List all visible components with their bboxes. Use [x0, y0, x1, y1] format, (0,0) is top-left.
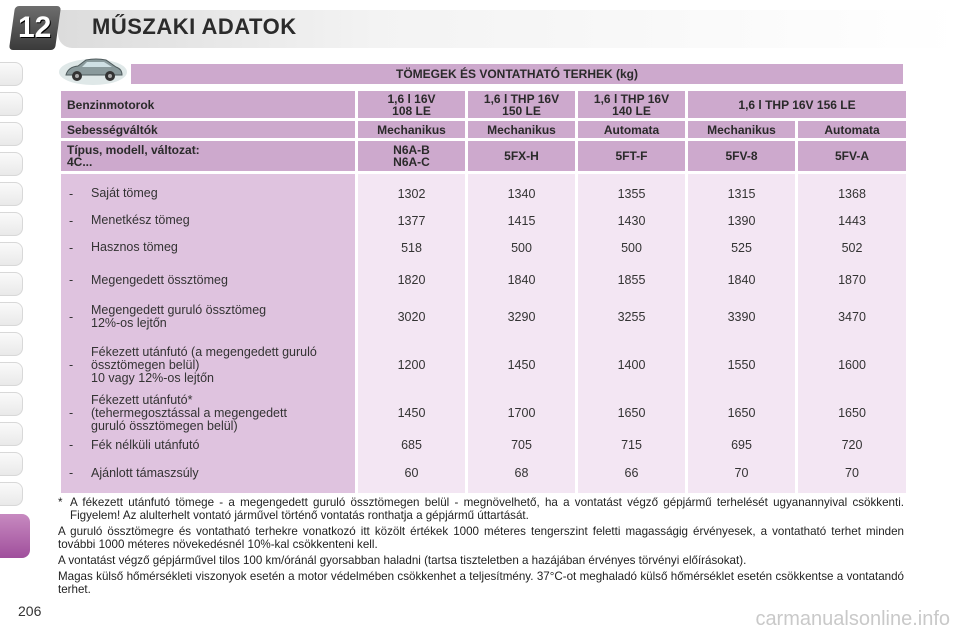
chapter-tab[interactable]: [0, 482, 23, 506]
value-cell: 1315: [727, 186, 756, 201]
value-cell: 3255: [617, 310, 646, 324]
gearbox-header: Automata: [798, 121, 906, 138]
row-label: [69, 261, 347, 299]
row-label: [69, 207, 347, 234]
page-title: MŰSZAKI ADATOK: [92, 14, 297, 39]
row-label-text: [91, 187, 347, 200]
value-cell: 68: [514, 466, 529, 480]
row-label-line: Megengedett guruló össztömeg: [91, 303, 267, 317]
value-cell: 1368: [838, 186, 866, 201]
row-dash: -: [69, 186, 74, 201]
car-icon: [58, 55, 128, 85]
type-header: 5FX-H: [468, 141, 575, 171]
row-label-line: Fék nélküli utánfutó: [91, 437, 200, 452]
row-label-text: [91, 241, 347, 254]
value-cell: 66: [624, 466, 639, 480]
row-labels-column: [61, 174, 355, 493]
row-label: [69, 234, 347, 261]
type-header: 5FT-F: [578, 141, 685, 171]
value-cell: 60: [404, 466, 419, 480]
note-paragraph: Magas külső hőmérsékleti viszonyok esetén a motor védelmében csökkenhet a teljesítmény. 37°C-ot meghaladó külső hőmérséklet esetén csökkentse a vontatandó terhet.: [58, 570, 904, 596]
value-cell: 3390: [727, 310, 756, 324]
row-label: [69, 335, 347, 395]
chapter-tab[interactable]: [0, 152, 23, 176]
chapter-number: 12: [18, 11, 52, 44]
value-cell: 1355: [617, 186, 646, 201]
row-label-line: Ajánlott támaszsúly: [91, 465, 199, 480]
footnote-mark: *: [58, 496, 63, 509]
row-dash: -: [69, 273, 74, 287]
chapter-tab[interactable]: [0, 122, 23, 146]
row-label-line: Fékezett utánfutó*: [91, 392, 193, 407]
value-cell: 1415: [507, 213, 536, 228]
value-cell: 1550: [727, 358, 756, 372]
row-label: [69, 299, 347, 335]
value-cell: 705: [511, 438, 532, 452]
chapter-tab[interactable]: [0, 452, 23, 476]
gearbox-header: Mechanikus: [358, 121, 465, 138]
value-cell: 1650: [727, 406, 756, 420]
row-dash: -: [69, 438, 74, 452]
value-cell: 1377: [397, 213, 426, 228]
row-label-text: [91, 214, 347, 227]
value-cell: 685: [401, 438, 422, 452]
value-cell: 500: [511, 240, 532, 255]
value-cell: 1820: [397, 273, 426, 287]
values-column: [688, 174, 795, 493]
value-cell: 1340: [507, 186, 536, 201]
row-label-text: [91, 346, 347, 385]
row-dash: -: [69, 310, 74, 324]
chapter-badge: [9, 6, 61, 50]
value-cell: 1430: [617, 213, 646, 228]
chapter-tab[interactable]: [0, 392, 23, 416]
engine-header: 1,6 l 16V 108 LE: [358, 91, 465, 118]
chapter-tab[interactable]: [0, 332, 23, 356]
values-column: [578, 174, 685, 493]
gearbox-header: Mechanikus: [468, 121, 575, 138]
page-number: 206: [18, 603, 42, 619]
gearbox-label: Sebességváltók: [61, 121, 355, 138]
value-cell: 1840: [727, 273, 756, 287]
gearbox-header: Mechanikus: [688, 121, 795, 138]
row-label: [69, 180, 347, 207]
gearbox-row: [61, 121, 906, 138]
row-label-line: 12%-os lejtőn: [91, 316, 167, 330]
row-label-line: guruló össztömegen belül): [91, 418, 238, 433]
engine-header: 1,6 l THP 16V 140 LE: [578, 91, 685, 118]
row-dash: -: [69, 406, 74, 420]
value-cell: 502: [841, 240, 863, 255]
engine-row: [61, 91, 906, 118]
values-row: [61, 174, 906, 493]
row-label-line: 10 vagy 12%-os lejtőn: [91, 370, 214, 385]
value-cell: 1443: [838, 213, 866, 228]
notes-section: [58, 496, 904, 599]
row-label-text: [91, 467, 347, 480]
engine-label: Benzinmotorok: [61, 91, 355, 118]
table-title: TÖMEGEK ÉS VONTATHATÓ TERHEK (kg): [131, 64, 903, 84]
chapter-tab[interactable]: [0, 62, 23, 86]
row-label-line: össztömegen belül): [91, 357, 200, 372]
footnote-text: A fékezett utánfutó tömege - a megengedett guruló össztömegen belül - megnövelhető, ha a vontatást végző gépjármű terhelését ugyanannyival csökkenti. Figyelem! Az alulterhelt vontató járművel történő vontatás ronthatja a gépjármű úttartását.: [70, 496, 904, 522]
note-paragraph: A vontatást végző gépjárművel tilos 100 km/óránál gyorsabban haladni (tartsa tiszteletben a hazájában érvényes törvényi előírásokat).: [58, 554, 747, 567]
row-label-line: Saját tömeg: [91, 186, 158, 200]
value-cell: 518: [401, 240, 422, 255]
value-cell: 3470: [838, 310, 866, 324]
row-label: [69, 392, 347, 433]
value-cell: 500: [621, 240, 642, 255]
value-cell: 1200: [397, 358, 426, 372]
chapter-tab[interactable]: [0, 302, 23, 326]
row-label-line: Menetkész tömeg: [91, 213, 190, 227]
value-cell: 1840: [507, 273, 536, 287]
value-cell: 1600: [838, 358, 866, 372]
row-label-text: [91, 274, 347, 287]
values-column: [798, 174, 906, 493]
row-label-text: [91, 394, 347, 433]
value-cell: 70: [845, 466, 859, 480]
row-label-line: Megengedett össztömeg: [91, 272, 228, 287]
row-label-line: Fékezett utánfutó (a megengedett guruló: [91, 344, 317, 359]
value-cell: 1390: [727, 213, 756, 228]
row-label-line: Hasznos tömeg: [91, 240, 178, 254]
type-header: 5FV-8: [688, 141, 795, 171]
type-row: [61, 141, 906, 171]
engine-header: 1,6 l THP 16V 150 LE: [468, 91, 575, 118]
value-cell: 525: [731, 240, 752, 255]
type-label: Típus, modell, változat: 4C...: [61, 141, 355, 171]
footnote: [58, 496, 904, 522]
value-cell: 1450: [507, 358, 536, 372]
value-cell: 1650: [617, 406, 646, 420]
value-cell: 695: [731, 438, 752, 452]
row-dash: -: [69, 466, 74, 480]
gearbox-header: Automata: [578, 121, 685, 138]
row-label-text: [91, 304, 347, 330]
chapter-tab-active[interactable]: [0, 514, 30, 558]
row-dash: -: [69, 240, 74, 255]
engine-header: 1,6 l THP 16V 156 LE: [688, 91, 906, 118]
value-cell: 3290: [507, 310, 536, 324]
note-paragraph: A guruló össztömegre és vontatható terhekre vonatkozó itt közölt értékek 1000 méteres tengerszint feletti magasságig érvényesek, a vontatható terhet minden további 1000 méteres növekedésnél 10%-kal csökkenteni kell.: [58, 525, 904, 551]
row-label: [69, 431, 347, 459]
value-cell: 720: [841, 438, 863, 452]
type-header: N6A-B N6A-C: [358, 141, 465, 171]
value-cell: 715: [621, 438, 642, 452]
value-cell: 1870: [838, 273, 866, 287]
type-header: 5FV-A: [798, 141, 906, 171]
value-cell: 1400: [617, 358, 646, 372]
chapter-tab[interactable]: [0, 242, 23, 266]
chapter-tab[interactable]: [0, 212, 23, 236]
row-dash: -: [69, 213, 74, 228]
chapter-tab[interactable]: [0, 422, 23, 446]
value-cell: 1302: [397, 186, 426, 201]
chapter-tab-strip: [0, 52, 28, 572]
values-column: [468, 174, 575, 493]
chapter-tab[interactable]: [0, 182, 23, 206]
values-column: [358, 174, 465, 493]
chapter-tab[interactable]: [0, 362, 23, 386]
row-label-line: (tehermegosztással a megengedett: [91, 405, 287, 420]
value-cell: 1650: [838, 406, 866, 420]
row-label-text: [91, 439, 347, 452]
row-label: [69, 459, 347, 487]
chapter-tab[interactable]: [0, 92, 23, 116]
value-cell: 3020: [397, 310, 426, 324]
value-cell: 70: [734, 466, 749, 480]
value-cell: 1700: [507, 406, 536, 420]
specs-table: [58, 88, 909, 496]
value-cell: 1855: [617, 273, 646, 287]
chapter-tab[interactable]: [0, 272, 23, 296]
watermark: carmanualsonline.info: [755, 608, 950, 630]
row-dash: -: [69, 358, 74, 372]
value-cell: 1450: [397, 406, 426, 420]
